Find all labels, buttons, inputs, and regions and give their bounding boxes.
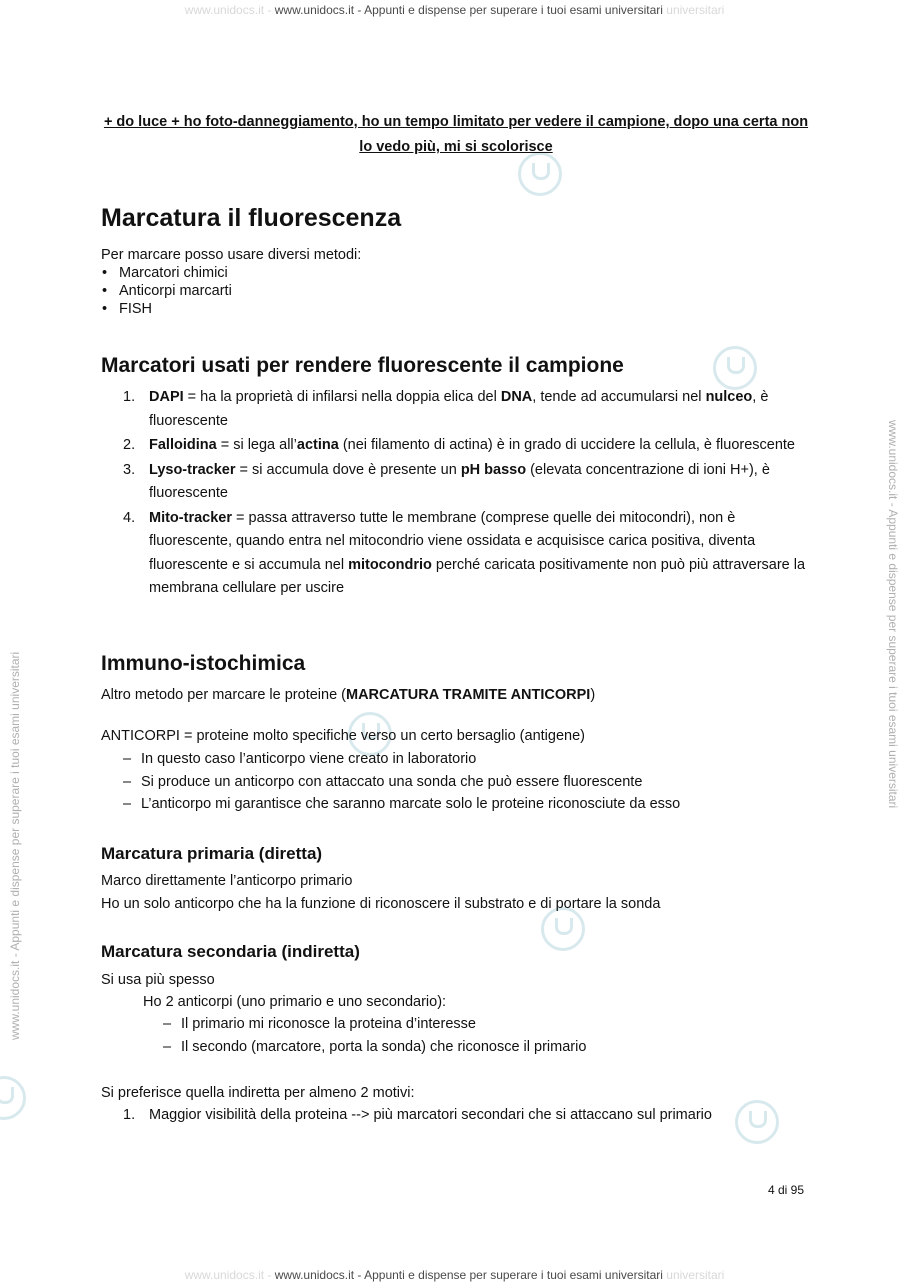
list-item: • Marcatori chimici xyxy=(101,264,232,282)
watermark-logo-icon xyxy=(713,346,757,390)
antibody-definition: ANTICORPI = proteine molto specifiche verso un certo bersaglio (antigene) xyxy=(101,728,585,744)
list-item: – Il primario mi riconosce la proteina d’interesse xyxy=(163,1013,586,1036)
heading-marcatura-fluorescenza: Marcatura il fluorescenza xyxy=(101,204,402,232)
list-item: 1. Maggior visibilità della proteina --> più marcatori secondari che si attaccano sul primario xyxy=(123,1107,712,1123)
watermark-top: www.unidocs.it - www.unidocs.it - Appunti e dispense per superare i tuoi esami universitari universitari xyxy=(184,3,725,17)
watermark-logo-icon xyxy=(0,1076,26,1120)
list-item: 2. Falloidina = si lega all’actina (nei filamento di actina) è in grado di uccidere la cellula, è fluorescente xyxy=(123,437,795,453)
heading-marcatura-primaria: Marcatura primaria (diretta) xyxy=(101,844,323,863)
list-item: – Il secondo (marcatore, porta la sonda) che riconosce il primario xyxy=(163,1036,586,1059)
secondary-list xyxy=(163,1013,586,1058)
secondary-line-2: Ho 2 anticorpi (uno primario e uno secondario): xyxy=(143,994,447,1010)
section1-lead: Per marcare posso usare diversi metodi: xyxy=(101,247,362,263)
watermark-bottom: www.unidocs.it - www.unidocs.it - Appunti e dispense per superare i tuoi esami universitari universitari xyxy=(184,1268,725,1282)
page-number: 4 di 95 xyxy=(768,1183,805,1197)
primary-line-2: Ho un solo anticorpo che ha la funzione di riconoscere il substrato e di portare la sonda xyxy=(101,896,661,912)
list-item: – In questo caso l’anticorpo viene creato in laboratorio xyxy=(123,748,680,771)
antibody-list xyxy=(123,748,680,816)
section3-lead: Altro metodo per marcare le proteine (MARCATURA TRAMITE ANTICORPI) xyxy=(101,687,596,703)
list-item: • FISH xyxy=(101,300,232,318)
reasons-list xyxy=(123,1104,813,1128)
list-item: – L’anticorpo mi garantisce che saranno marcate solo le proteine riconosciute da esso xyxy=(123,793,680,816)
list-item: 3. Lyso-tracker = si accumula dove è presente un pH basso (elevata concentrazione di ioni H+), è fluorescente xyxy=(123,461,770,501)
marker-list xyxy=(123,386,813,601)
intro-note: + do luce + ho foto-danneggiamento, ho un tempo limitato per vedere il campione, dopo una certa non lo vedo più, mi si scolorisce xyxy=(103,114,809,155)
watermark-left: www.unidocs.it - Appunti e dispense per superare i tuoi esami universitari xyxy=(8,651,22,1040)
watermark-right: www.unidocs.it - Appunti e dispense per superare i tuoi esami universitari xyxy=(886,420,900,809)
heading-marcatura-secondaria: Marcatura secondaria (indiretta) xyxy=(101,942,360,961)
heading-marcatori: Marcatori usati per rendere fluorescente il campione xyxy=(101,354,624,377)
method-list xyxy=(101,264,232,318)
heading-immuno-istochimica: Immuno-istochimica xyxy=(101,652,306,675)
secondary-line-1: Si usa più spesso xyxy=(101,972,215,988)
list-item: 4. Mito-tracker = passa attraverso tutte le membrane (comprese quelle dei mitocondri), non è fluorescente, quando entra nel mitocondrio viene ossidata e acquisisce carica positiva, diventa fluorescente e si accumula nel mitocondrio perché caricata positivamente non può più attraversare la membrana cellulare per uscire xyxy=(123,509,806,596)
list-item: 1. DAPI = ha la proprietà di infilarsi nella doppia elica del DNA, tende ad accumularsi nel nulceo, è fluorescente xyxy=(123,389,769,429)
list-item: – Si produce un anticorpo con attaccato una sonda che può essere fluorescente xyxy=(123,771,680,794)
list-item: • Anticorpi marcarti xyxy=(101,282,232,300)
watermark-logo-icon xyxy=(541,907,585,951)
secondary-line-3: Si preferisce quella indiretta per almeno 2 motivi: xyxy=(101,1085,415,1101)
primary-line-1: Marco direttamente l’anticorpo primario xyxy=(101,873,353,889)
